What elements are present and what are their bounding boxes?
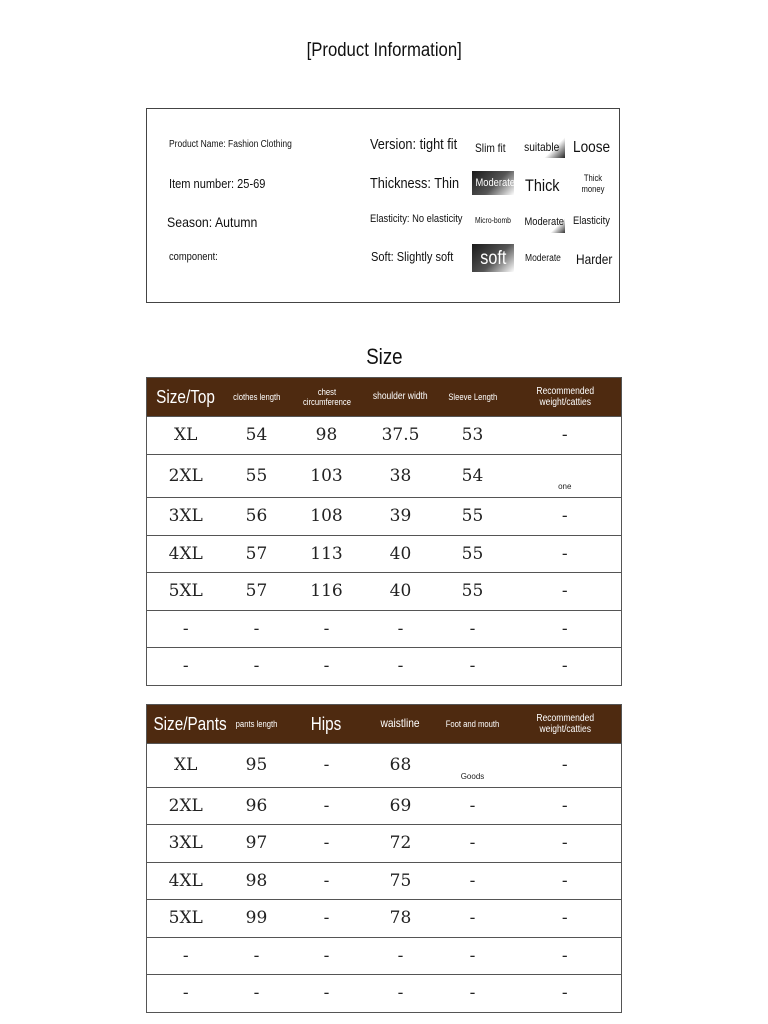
table-row <box>147 610 622 648</box>
table-cell: 95 <box>225 744 289 788</box>
table-cell: 40 <box>365 535 437 573</box>
table-row <box>147 787 622 825</box>
table-cell: - <box>289 862 365 900</box>
table-cell: - <box>147 937 225 975</box>
table-cell: 72 <box>365 825 437 863</box>
table-cell: - <box>289 825 365 863</box>
size-section-title: Size <box>365 344 403 369</box>
table-cell: 103 <box>289 454 365 498</box>
table-cell: 3XL <box>147 825 225 863</box>
soft-opt-harder: Harder <box>576 251 613 267</box>
table-cell: 55 <box>225 454 289 498</box>
table-cell: - <box>289 648 365 686</box>
table-cell: - <box>289 744 365 788</box>
table-row <box>147 975 622 1013</box>
soft-opt-moderate: Moderate <box>525 253 561 264</box>
table-cell: - <box>509 787 622 825</box>
thickness-label: Thickness: Thin <box>370 175 460 192</box>
version-opt-slim-fit: Slim fit <box>475 141 506 155</box>
table-cell: 78 <box>365 900 437 938</box>
table-cell: 108 <box>289 498 365 536</box>
table-row <box>147 744 622 788</box>
soft-label: Soft: Slightly soft <box>371 249 454 264</box>
soft-opt-soft: soft <box>472 244 514 272</box>
version-opt-loose: Loose <box>573 139 611 156</box>
table-cell: - <box>509 417 622 455</box>
table-cell: - <box>365 610 437 648</box>
tops-header-chest: chest circumference <box>289 378 365 417</box>
table-cell: 38 <box>365 454 437 498</box>
pants-header-waistline: waistline <box>365 705 437 744</box>
table-cell: - <box>147 648 225 686</box>
table-cell: - <box>289 975 365 1013</box>
table-row <box>147 648 622 686</box>
table-cell: - <box>509 610 622 648</box>
table-cell: - <box>225 937 289 975</box>
table-cell: - <box>437 648 509 686</box>
tops-header-row <box>147 378 622 417</box>
table-cell: - <box>509 535 622 573</box>
table-cell: 68 <box>365 744 437 788</box>
table-cell: - <box>147 975 225 1013</box>
product-info-box <box>146 108 620 303</box>
version-opt-suitable: suitable <box>519 134 565 158</box>
table-cell: 2XL <box>147 787 225 825</box>
table-cell: 113 <box>289 535 365 573</box>
product-name: Product Name: Fashion Clothing <box>169 139 292 150</box>
tops-header-shoulder: shoulder width <box>365 378 437 417</box>
table-cell: 96 <box>225 787 289 825</box>
table-cell: - <box>225 610 289 648</box>
table-cell: - <box>437 787 509 825</box>
table-cell: 3XL <box>147 498 225 536</box>
table-cell: - <box>437 825 509 863</box>
table-cell: 39 <box>365 498 437 536</box>
table-cell: XL <box>147 744 225 788</box>
table-cell: - <box>365 937 437 975</box>
table-cell: - <box>225 648 289 686</box>
component: component: <box>169 251 218 263</box>
tops-header-clothes-length: clothes length <box>225 378 289 417</box>
table-cell: 55 <box>437 535 509 573</box>
tops-header-size: Size/Top <box>147 378 225 417</box>
table-cell: 5XL <box>147 573 225 611</box>
pants-header-weight: Recommended weight/catties <box>509 705 622 744</box>
table-row <box>147 937 622 975</box>
table-cell: - <box>509 498 622 536</box>
table-cell: - <box>509 648 622 686</box>
pants-header-row <box>147 705 622 744</box>
table-cell: - <box>509 744 622 788</box>
table-cell: - <box>365 975 437 1013</box>
pants-header-foot-mouth: Foot and mouth <box>437 705 509 744</box>
table-cell: - <box>509 900 622 938</box>
elasticity-opt-micro-bomb: Micro-bomb <box>475 216 511 225</box>
table-cell: 2XL <box>147 454 225 498</box>
table-cell: - <box>437 900 509 938</box>
pants-header-size: Size/Pants <box>147 705 225 744</box>
season: Season: Autumn <box>167 214 258 230</box>
pants-size-table <box>146 704 622 1013</box>
table-cell: - <box>365 648 437 686</box>
table-row <box>147 862 622 900</box>
tops-header-sleeve: Sleeve Length <box>437 378 509 417</box>
table-cell: - <box>509 975 622 1013</box>
elasticity-opt-moderate: Moderate <box>521 209 565 233</box>
table-cell: 40 <box>365 573 437 611</box>
table-cell: - <box>437 610 509 648</box>
pants-header-pants-length: pants length <box>225 705 289 744</box>
table-cell: - <box>289 610 365 648</box>
table-cell: Goods <box>437 744 509 788</box>
table-cell: 75 <box>365 862 437 900</box>
table-row <box>147 573 622 611</box>
table-cell: 37.5 <box>365 417 437 455</box>
table-cell: - <box>289 937 365 975</box>
thickness-opt-moderate: Moderate <box>472 171 514 195</box>
table-cell: - <box>437 937 509 975</box>
item-number: Item number: 25-69 <box>169 176 266 191</box>
table-row <box>147 825 622 863</box>
table-cell: 5XL <box>147 900 225 938</box>
table-cell: 55 <box>437 498 509 536</box>
table-row <box>147 417 622 455</box>
table-cell: 57 <box>225 573 289 611</box>
table-row <box>147 900 622 938</box>
table-cell: 54 <box>225 417 289 455</box>
table-cell: 54 <box>437 454 509 498</box>
table-cell: 55 <box>437 573 509 611</box>
table-cell: - <box>509 862 622 900</box>
pants-header-hips: Hips <box>289 705 365 744</box>
table-cell: - <box>289 900 365 938</box>
table-cell: 56 <box>225 498 289 536</box>
table-cell: one <box>509 454 622 498</box>
table-cell: - <box>437 862 509 900</box>
table-cell: - <box>509 937 622 975</box>
table-cell: 53 <box>437 417 509 455</box>
table-cell: 4XL <box>147 862 225 900</box>
table-cell: 116 <box>289 573 365 611</box>
table-cell: 4XL <box>147 535 225 573</box>
table-cell: - <box>289 787 365 825</box>
page-title: [Product Information] <box>306 40 462 61</box>
table-cell: - <box>147 610 225 648</box>
table-cell: - <box>437 975 509 1013</box>
tops-size-table <box>146 377 622 686</box>
table-row <box>147 535 622 573</box>
table-cell: - <box>509 825 622 863</box>
thickness-opt-thick-money: Thick money <box>581 173 605 194</box>
table-cell: - <box>509 573 622 611</box>
table-row <box>147 454 622 498</box>
version-label: Version: tight fit <box>370 136 458 153</box>
table-cell: - <box>225 975 289 1013</box>
elasticity-label: Elasticity: No elasticity <box>370 213 463 225</box>
elasticity-opt-elasticity: Elasticity <box>573 215 610 227</box>
table-cell: XL <box>147 417 225 455</box>
thickness-opt-thick: Thick <box>525 176 560 195</box>
table-cell: 99 <box>225 900 289 938</box>
table-cell: 69 <box>365 787 437 825</box>
table-cell: 57 <box>225 535 289 573</box>
table-cell: 98 <box>289 417 365 455</box>
table-cell: 97 <box>225 825 289 863</box>
table-row <box>147 498 622 536</box>
table-cell: 98 <box>225 862 289 900</box>
tops-header-weight: Recommended weight/catties <box>509 378 622 417</box>
